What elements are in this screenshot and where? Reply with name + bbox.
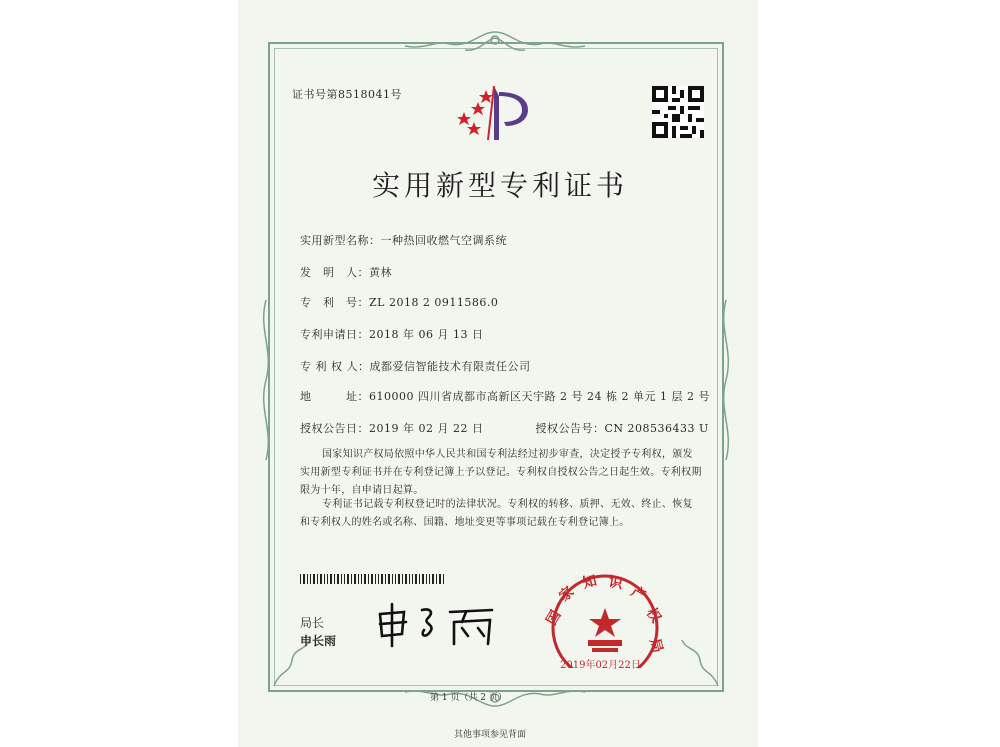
top-ornament (400, 28, 590, 58)
qr-code-icon (652, 86, 704, 138)
right-ornament (716, 300, 736, 460)
grant-date-label: 授权公告日： (300, 422, 369, 435)
field-label: 专利申请日： (300, 328, 369, 341)
barcode (300, 574, 444, 584)
official-seal (544, 568, 666, 668)
grant-no: CN 208536433 U (604, 422, 709, 435)
field-value: 一种热回收燃气空调系统 (380, 234, 507, 247)
field-inventor (300, 264, 392, 280)
field-patentee (300, 358, 531, 374)
body-paragraph-2: 专利证书记载专利权登记时的法律状况。专利权的转移、质押、无效、终止、恢复和专利权人的姓名或名称、国籍、地址变更等事项记载在专利登记簿上。 (300, 499, 693, 528)
field-label: 发 明 人： (300, 266, 369, 279)
page-info: 第 1 页（共 2 页） (430, 693, 507, 703)
field-label: 地 址： (300, 390, 369, 403)
field-grant (300, 420, 709, 436)
field-name (300, 232, 507, 248)
svg-text:局: 局 (646, 636, 666, 655)
grant-date: 2019 年 02 月 22 日 (369, 422, 484, 435)
corner-ornament-br (662, 630, 722, 690)
svg-text:知: 知 (580, 572, 599, 592)
back-note: 其他事项参见背面 (454, 730, 527, 740)
signature (374, 600, 504, 648)
certificate-title: 实用新型专利证书 (372, 169, 629, 202)
field-value: 610000 四川省成都市高新区天宇路 2 号 24 栋 2 单元 1 层 2 号 (369, 390, 710, 403)
field-label: 实用新型名称： (300, 234, 381, 247)
field-application-date (300, 326, 483, 342)
grant-no-label: 授权公告号： (535, 422, 605, 435)
field-value: 黄林 (369, 266, 392, 279)
svg-text:家: 家 (556, 583, 578, 606)
field-label: 专 利 权 人： (300, 360, 370, 373)
field-value: ZL 2018 2 0911586.0 (369, 296, 499, 309)
seal-date: 2019年02月22日 (560, 660, 641, 671)
certificate-number: 证书号第8518041号 (292, 88, 402, 101)
field-label: 专 利 号： (300, 296, 369, 309)
svg-text:产: 产 (628, 583, 649, 605)
director-title: 局长 (300, 616, 325, 630)
svg-text:识: 识 (607, 574, 624, 593)
field-value: 成都爱信智能技术有限责任公司 (369, 360, 531, 373)
left-ornament (256, 300, 276, 460)
field-address (300, 388, 710, 404)
field-value: 2018 年 06 月 13 日 (369, 328, 484, 341)
field-patent-number (300, 294, 498, 310)
body-paragraph-1: 国家知识产权局依照中华人民共和国专利法经过初步审查，决定授予专利权，颁发实用新型专利证书并在专利登记簿上予以登记。专利权自授权公告之日起生效。专利权期限为十年，自申请日起算。 (300, 449, 702, 496)
svg-text:国: 国 (544, 607, 565, 628)
director-name: 申长雨 (300, 634, 337, 648)
svg-text:权: 权 (642, 605, 664, 626)
patent-logo-icon (456, 82, 536, 144)
